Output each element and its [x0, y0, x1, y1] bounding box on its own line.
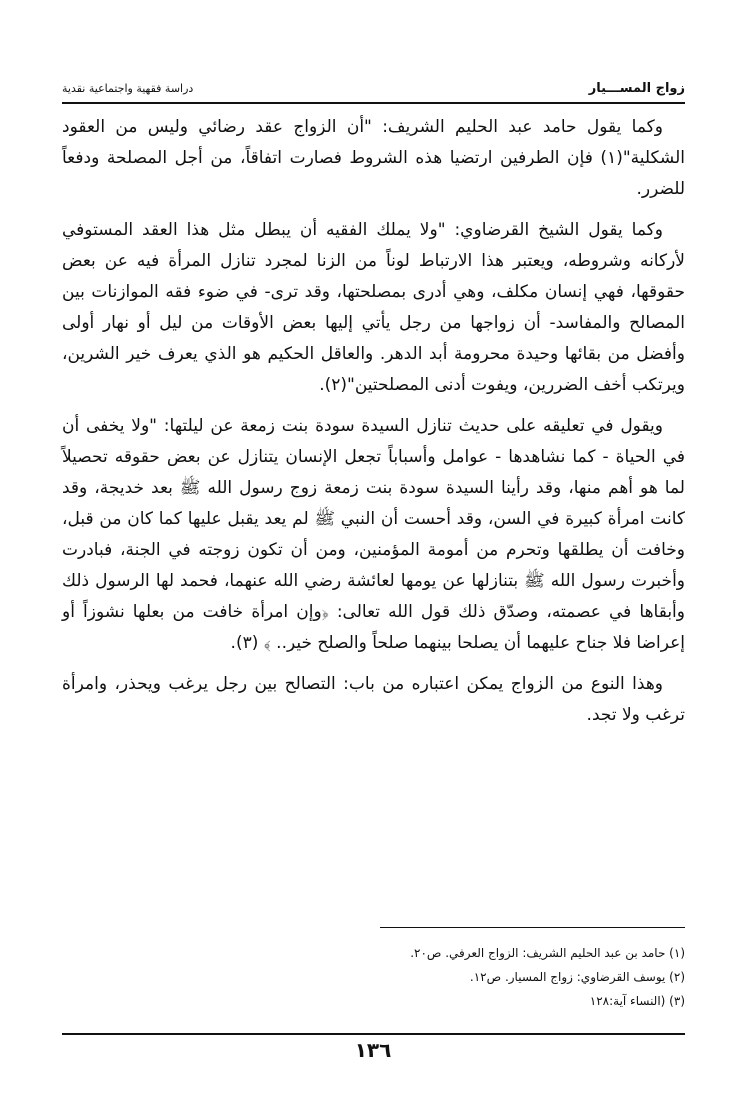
footnote: (٣) (النساء آية:١٢٨ [589, 994, 685, 1008]
footer-divider [62, 1033, 685, 1035]
footnotes [62, 941, 685, 1013]
paragraph: وكما يقول الشيخ القرضاوي: "ولا يملك الفقيه أن يبطل مثل هذا العقد المستوفي لأركانه وشروطه، ويعتبر هذا الارتباط لوناً من الزنا لمجرد تنازل المرأة فيه عن بعض حقوقها، فهي إنسان مكلف، وهي أدرى بمصلحتها، وقد ترى- في ضوء فقه الموازنات بين المصالح والمفاسد- أن زواجها من رجل يأتي إليها بعض الأوقات من ليل أو نهار أولى وأفضل من بقائها وحيدة محرومة أبد الدهر. والعاقل الحكيم هو الذي يعرف خير الشرين، ويرتكب أخف الضررين، ويفوت أدنى المصلحتين"(٢). [62, 220, 685, 395]
page-number: ١٣٦ [354, 1038, 392, 1062]
main-text [62, 112, 685, 741]
book-subtitle: دراسة فقهية واجتماعية نقدية [62, 81, 194, 95]
footnote: (١) حامد بن عبد الحليم الشريف: الزواج العرفي. ص٢٠. [410, 946, 685, 960]
paragraph: ويقول في تعليقه على حديث تنازل السيدة سودة بنت زمعة عن ليلتها: "ولا يخفى أن في الحياة - كما نشاهدها - عوامل وأسباباً تجعل الإنسان يتنازل عن بعض حقوقه تحصيلاً لما هو أهم منها، وقد رأينا السيدة سودة بنت زمعة زوج رسول الله ﷺ بعد خديجة، وقد كانت امرأة كبيرة في السن، وقد أحست أن النبي ﷺ لم يعد يقبل عليها كما كان من قبل، وخافت أن يطلقها وتحرم من أمومة المؤمنين، ومن أن تكون زوجته في الجنة، فبادرت وأخبرت رسول الله ﷺ بتنازلها عن يومها لعائشة رضي الله عنهما، فحمد لها الرسول ذلك وأبقاها في عصمته، وصدّق ذلك قول الله تعالى: ﴿وإن امرأة خافت من بعلها نشوزاً أو إعراضا فلا جناح عليهما أن يصلحا بينهما صلحاً والصلح خير.. ﴾ (٣). [62, 416, 685, 653]
paragraph: وهذا النوع من الزواج يمكن اعتباره من باب: التصالح بين رجل يرغب ويحذر، وامرأة ترغب ولا تجد. [62, 674, 685, 725]
paragraph: وكما يقول حامد عبد الحليم الشريف: "أن الزواج عقد رضائي وليس من العقود الشكلية"(١) فإن الطرفين ارتضيا هذه الشروط فصارت اتفاقاً، من أجل المصلحة ودفعاً للضرر. [62, 117, 685, 199]
footnote: (٢) يوسف القرضاوي: زواج المسيار. ص١٢. [469, 970, 685, 984]
running-header [62, 76, 685, 100]
book-title: زواج المســـيار [588, 80, 685, 96]
header-divider [62, 102, 685, 104]
footnote-divider [380, 927, 685, 928]
